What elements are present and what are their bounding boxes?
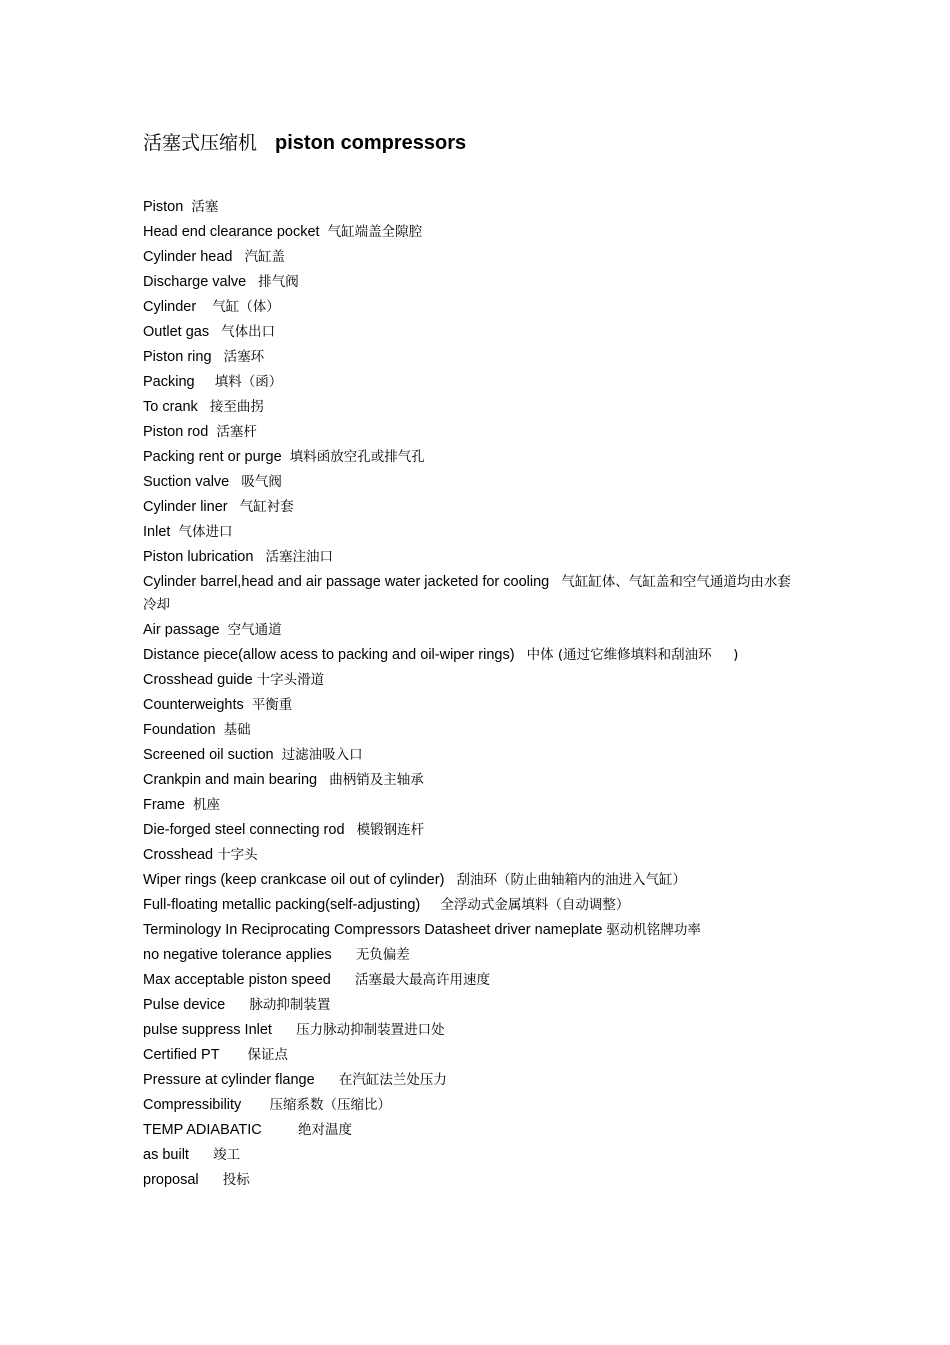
- glossary-entry: [143, 1044, 803, 1067]
- glossary-entry: [143, 496, 803, 519]
- glossary-entry: [143, 794, 803, 817]
- entry-term: Piston: [143, 199, 192, 215]
- entry-term: Cylinder: [143, 299, 213, 315]
- glossary-list: [143, 196, 803, 1194]
- entry-translation: 刮油环（防止曲轴箱内的油进入气缸）: [456, 872, 686, 888]
- glossary-entry: [143, 1144, 803, 1167]
- glossary-entry: [143, 446, 803, 469]
- entry-term: proposal: [143, 1172, 223, 1188]
- glossary-entry: [143, 371, 803, 394]
- entry-translation: 全浮动式金属填料（自动调整）: [440, 897, 630, 913]
- entry-translation: 活塞注油口: [265, 549, 334, 565]
- entry-term: Crankpin and main bearing: [143, 772, 330, 788]
- entry-term: Wiper rings (keep crankcase oil out of cylinder): [143, 872, 457, 888]
- glossary-entry: [143, 869, 803, 892]
- entry-translation: 压力脉动抑制装置进口处: [296, 1022, 445, 1038]
- entry-translation: 气缸衬套: [239, 499, 294, 515]
- entry-term: Certified PT: [143, 1047, 248, 1063]
- entry-term: Terminology In Reciprocating Compressors Datasheet driver nameplate: [143, 922, 607, 938]
- entry-translation: 填料（函）: [214, 374, 283, 390]
- entry-translation: 汽缸盖: [244, 249, 286, 265]
- entry-translation: 吸气阀: [241, 474, 282, 490]
- entry-term: Frame: [143, 797, 193, 813]
- entry-translation: 基础: [223, 722, 251, 738]
- entry-translation: 无负偏差: [355, 947, 410, 963]
- entry-term: Cylinder barrel,head and air passage water jacketed for cooling: [143, 574, 562, 590]
- glossary-entry: [143, 196, 803, 219]
- entry-term: Pulse device: [143, 997, 250, 1013]
- glossary-entry: [143, 1169, 803, 1192]
- entry-translation: 在汽缸法兰处压力: [338, 1072, 447, 1088]
- entry-term: Piston lubrication: [143, 549, 266, 565]
- entry-term: Discharge valve: [143, 274, 259, 290]
- glossary-entry: [143, 669, 803, 692]
- entry-term: Die-forged steel connecting rod: [143, 822, 357, 838]
- glossary-entry: [143, 1019, 803, 1042]
- entry-translation: 模锻钢连杆: [356, 822, 425, 838]
- entry-term: Max acceptable piston speed: [143, 972, 355, 988]
- entry-translation: 排气阀: [258, 274, 299, 290]
- entry-term: Cylinder head: [143, 249, 245, 265]
- entry-translation: 活塞环: [223, 349, 265, 365]
- glossary-entry: [143, 619, 803, 642]
- entry-term: Crosshead guide: [143, 672, 257, 688]
- title-chinese: 活塞式压缩机: [143, 132, 258, 154]
- glossary-entry: [143, 819, 803, 842]
- entry-translation: 十字头滑道: [256, 672, 325, 688]
- glossary-entry: [143, 521, 803, 544]
- entry-translation: 绝对温度: [297, 1122, 352, 1138]
- glossary-entry: [143, 944, 803, 967]
- glossary-entry: [143, 571, 803, 617]
- entry-translation: 空气通道: [227, 622, 282, 638]
- entry-translation: 机座: [192, 797, 220, 813]
- glossary-entry: [143, 1094, 803, 1117]
- entry-translation: 过滤油吸入口: [281, 747, 363, 763]
- entry-translation: 脉动抑制装置: [249, 997, 331, 1013]
- glossary-entry: [143, 744, 803, 767]
- entry-term: Piston ring: [143, 349, 224, 365]
- entry-term: Screened oil suction: [143, 747, 282, 763]
- entry-term: Piston rod: [143, 424, 217, 440]
- glossary-entry: [143, 694, 803, 717]
- glossary-entry: [143, 271, 803, 294]
- entry-term: To crank: [143, 399, 210, 415]
- glossary-entry: [143, 894, 803, 917]
- entry-term: Outlet gas: [143, 324, 222, 340]
- entry-term: Compressibility: [143, 1097, 270, 1113]
- entry-term: Full-floating metallic packing(self-adjusting): [143, 897, 441, 913]
- entry-translation: 投标: [222, 1172, 250, 1188]
- entry-translation: 气体出口: [221, 324, 276, 340]
- entry-translation: 中体 (通过它维修填料和刮油环 ): [526, 647, 739, 663]
- entry-term: Pressure at cylinder flange: [143, 1072, 339, 1088]
- glossary-entry: [143, 321, 803, 344]
- entry-translation: 保证点: [247, 1047, 288, 1063]
- glossary-entry: [143, 396, 803, 419]
- entry-term: Suction valve: [143, 474, 242, 490]
- entry-translation: 平衡重: [251, 697, 293, 713]
- title-english: piston compressors: [275, 132, 467, 154]
- glossary-entry: [143, 421, 803, 444]
- glossary-entry: [143, 471, 803, 494]
- entry-translation: 压缩系数（压缩比）: [269, 1097, 391, 1113]
- entry-translation: 气体进口: [178, 524, 233, 540]
- glossary-entry: [143, 296, 803, 319]
- entry-term: no negative tolerance applies: [143, 947, 356, 963]
- entry-translation: 十字头: [217, 847, 258, 863]
- entry-term: Cylinder liner: [143, 499, 240, 515]
- entry-term: Counterweights: [143, 697, 252, 713]
- entry-term: Air passage: [143, 622, 228, 638]
- glossary-entry: [143, 644, 803, 667]
- page-title: [143, 128, 466, 155]
- entry-term: pulse suppress Inlet: [143, 1022, 297, 1038]
- glossary-entry: [143, 919, 803, 942]
- entry-translation: 填料函放空孔或排气孔: [289, 449, 425, 465]
- glossary-entry: [143, 719, 803, 742]
- entry-term: Head end clearance pocket: [143, 224, 328, 240]
- glossary-entry: [143, 769, 803, 792]
- entry-translation: 驱动机铭牌功率: [606, 922, 701, 938]
- entry-translation: 气缸缸体、气缸盖和空气通道均由水套冷却: [143, 574, 791, 613]
- glossary-entry: [143, 1069, 803, 1092]
- glossary-entry: [143, 994, 803, 1017]
- entry-term: Foundation: [143, 722, 224, 738]
- glossary-entry: [143, 246, 803, 269]
- entry-translation: 曲柄销及主轴承: [329, 772, 424, 788]
- glossary-entry: [143, 221, 803, 244]
- glossary-entry: [143, 969, 803, 992]
- entry-translation: 活塞: [191, 199, 219, 215]
- entry-term: Distance piece(allow acess to packing and oil-wiper rings): [143, 647, 527, 663]
- entry-translation: 接至曲拐: [209, 399, 264, 415]
- entry-term: Packing: [143, 374, 215, 390]
- entry-translation: 活塞最大最高许用速度: [355, 972, 490, 988]
- glossary-entry: [143, 1119, 803, 1142]
- entry-term: Crosshead: [143, 847, 218, 863]
- entry-term: Packing rent or purge: [143, 449, 290, 465]
- glossary-entry: [143, 546, 803, 569]
- entry-term: as built: [143, 1147, 214, 1163]
- glossary-entry: [143, 346, 803, 369]
- entry-translation: 活塞杆: [216, 424, 257, 440]
- glossary-entry: [143, 844, 803, 867]
- entry-translation: 竣工: [213, 1147, 241, 1163]
- entry-translation: 气缸（体）: [212, 299, 280, 315]
- entry-term: TEMP ADIABATIC: [143, 1122, 298, 1138]
- entry-term: Inlet: [143, 524, 179, 540]
- entry-translation: 气缸端盖全隙腔: [327, 224, 423, 240]
